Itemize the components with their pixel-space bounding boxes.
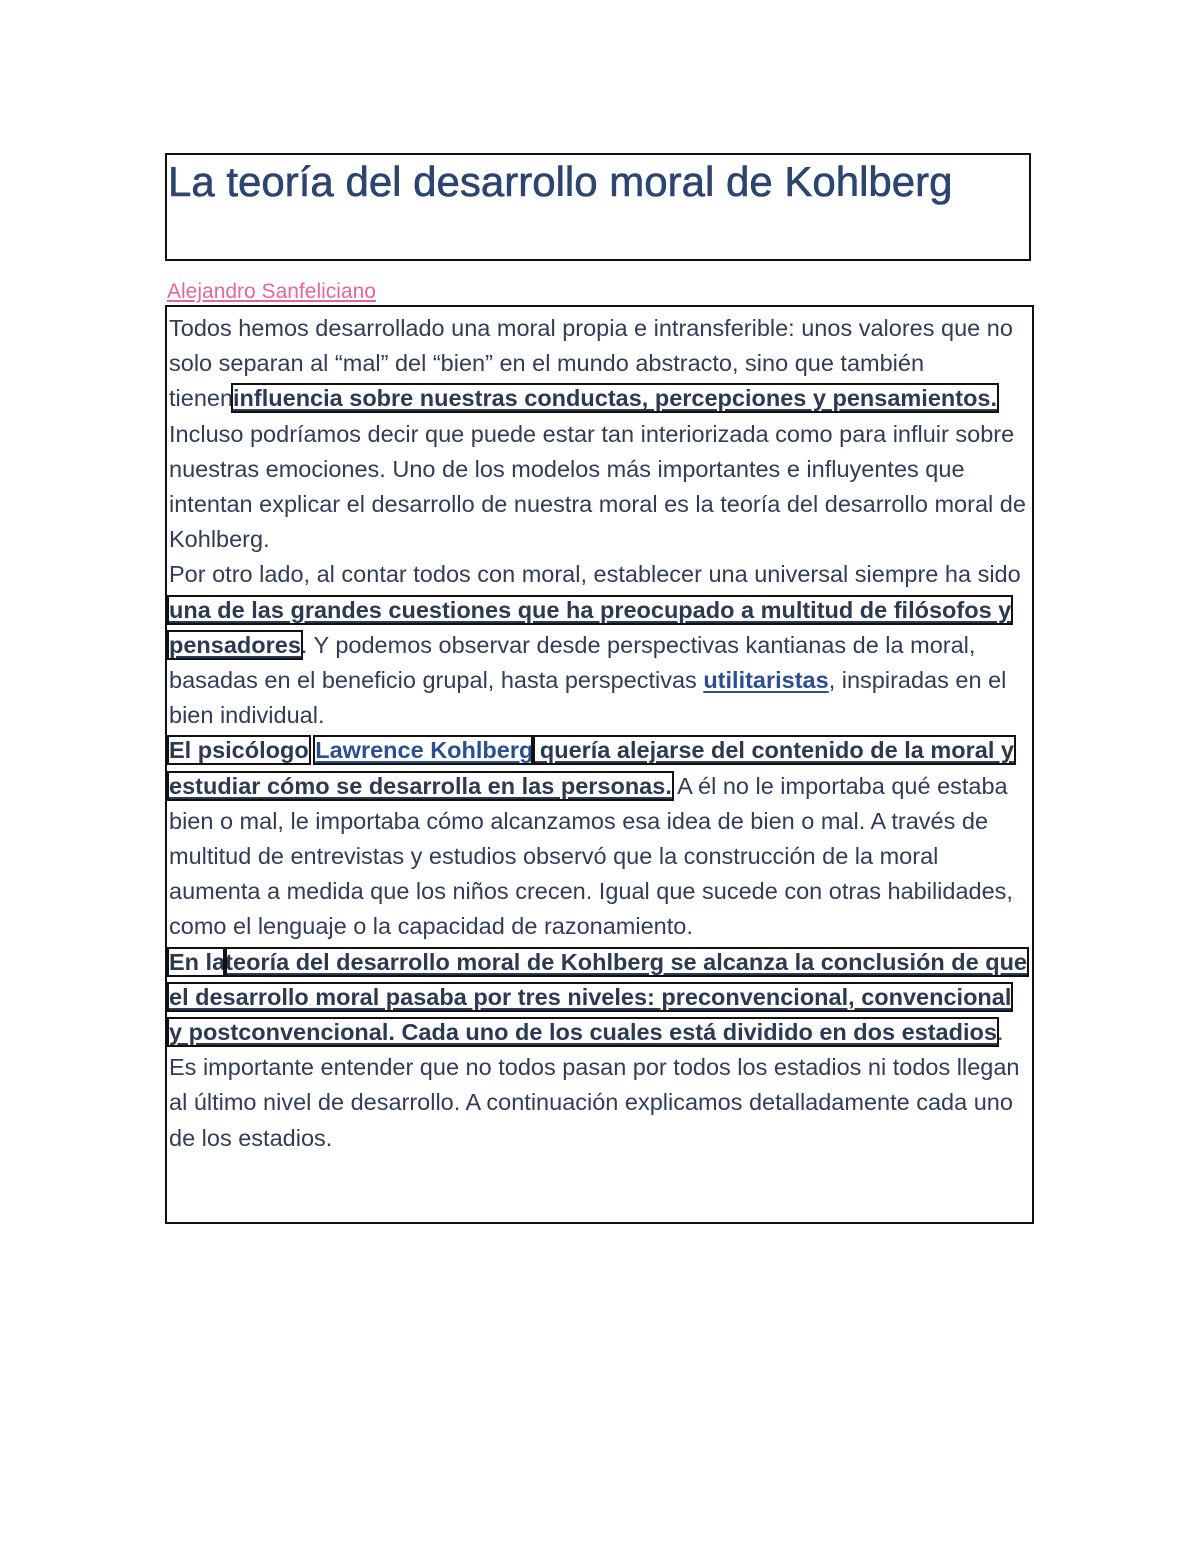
paragraph-2-text-b: . Y podemos observar desde perspectivas kantianas de la moral, basadas en el beneficio grupal, hasta perspectivas: [169, 631, 976, 694]
utilitaristas-link[interactable]: utilitaristas: [703, 667, 829, 694]
title-box: [165, 153, 1031, 261]
highlight-conductas: influencia sobre nuestras conductas, percepciones y pensamientos.: [233, 385, 998, 412]
article-body: [165, 305, 1034, 1224]
paragraph-1-text-a: Todos hemos desarrollado una moral propia e intransferible: unos valores que no solo separan al “mal” del “bien” en el mundo abstracto, sino que también tienen: [169, 315, 1013, 412]
paragraph-1: [169, 311, 1030, 557]
highlight-psicologo: El psicólogo: [169, 737, 309, 764]
highlight-en-la: En la: [169, 948, 226, 975]
paragraph-3: [169, 733, 1030, 944]
kohlberg-link[interactable]: Lawrence Kohlberg: [315, 737, 534, 764]
author-link[interactable]: Alejandro Sanfeliciano: [167, 280, 376, 303]
paragraph-2-text-a: Por otro lado, al contar todos con moral, establecer una universal siempre ha sido: [169, 561, 1021, 588]
paragraph-1-text-b: Incluso podríamos decir que puede estar tan interiorizada como para influir sobre nuestras emociones. Uno de los modelos más importantes e influyentes que intentan explicar el desarrollo de nuestra moral es la teoría del desarrollo moral de Kohlberg.: [169, 420, 1026, 553]
document-title: La teoría del desarrollo moral de Kohlberg: [168, 158, 953, 205]
paragraph-2-text-c: , inspiradas en el bien individual.: [169, 667, 1007, 729]
paragraph-4: [169, 945, 1030, 1156]
paragraph-2: [169, 557, 1030, 733]
highlight-cuestiones: una de las grandes cuestiones que ha preocupado a multitud de filósofos y pensadores: [169, 596, 1012, 658]
highlight-niveles: teoría del desarrollo moral de Kohlberg se alcanza la conclusión de que el desarrollo moral pasaba por tres niveles: preconvencional, convencional y postconvencional. Cada uno de los cuales está dividido en dos estadios: [169, 948, 1028, 1046]
paragraph-4-text: . Es importante entender que no todos pasan por todos los estadios ni todos llegan al último nivel de desarrollo. A continuación explicamos detalladamente cada uno de los estadios.: [169, 1019, 1020, 1151]
highlight-contenido: quería alejarse del contenido de la moral y estudiar cómo se desarrolla en las personas.: [169, 737, 1014, 799]
paragraph-3-text: A él no le importaba qué estaba bien o mal, le importaba cómo alcanzamos esa idea de bien o mal. A través de multitud de entrevistas y estudios observó que la construcción de la moral aumenta a medida que los niños crecen. Igual que sucede con otras habilidades, como el lenguaje o la capacidad de razonamiento.: [169, 772, 1013, 940]
